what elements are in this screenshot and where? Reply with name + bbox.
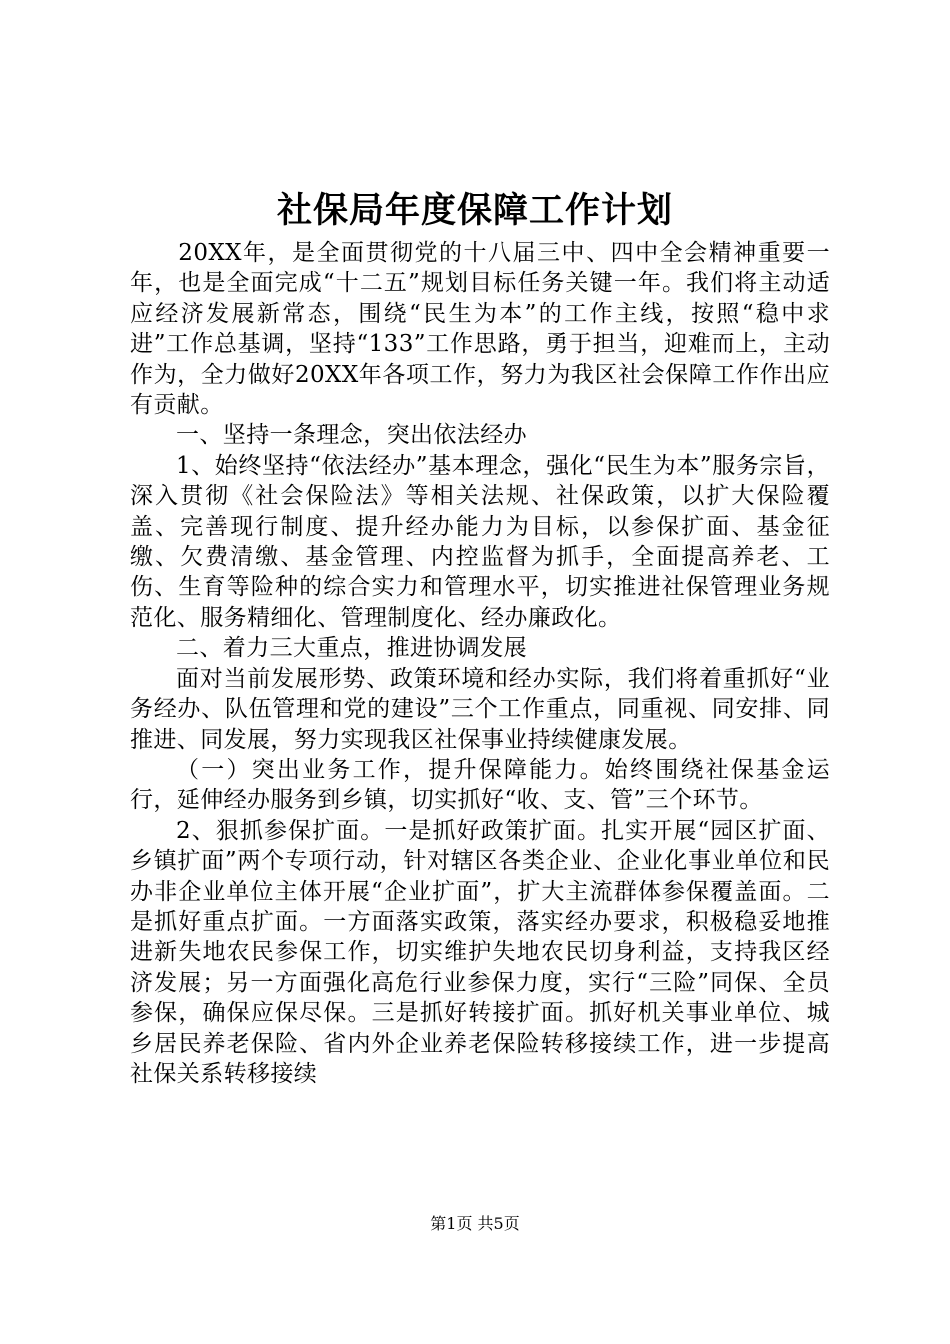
paragraph-item-1: 1、始终坚持“依法经办”基本理念，强化“民生为本”服务宗旨，深入贯彻《社会保险法》等相关法规、社保政策，以扩大保险覆盖、完善现行制度、提升经办能力为目标，以参保扩面、基金征缴、欠费清缴、基金管理、内控监督为抓手，全面提高养老、工伤、生育等险种的综合实力和管理水平，切实推进社保管理业务规范化、服务精细化、管理制度化、经办廉政化。 <box>130 452 830 631</box>
document-title: 社保局年度保障工作计划 <box>276 190 673 231</box>
section-heading-2: 二、着力三大重点，推进协调发展 <box>176 635 527 662</box>
page-footer: 第1页 共5页 <box>430 1214 520 1233</box>
intro-paragraph: 20XX年，是全面贯彻党的十八届三中、四中全会精神重要一年，也是全面完成“十二五”规划目标任务关键一年。我们将主动适应经济发展新常态，围绕“民生为本”的工作主线，按照“稳中求进”工作总基调，坚持“133”工作思路，勇于担当，迎难而上，主动作为，全力做好20XX年各项工作，努力为我区社会保障工作作出应有贡献。 <box>130 240 830 419</box>
section-heading-1: 一、坚持一条理念，突出依法经办 <box>176 422 527 449</box>
paragraph-focus: 面对当前发展形势、政策环境和经办实际，我们将着重抓好“业务经办、队伍管理和党的建设”三个工作重点，同重视、同安排、同推进、同发展，努力实现我区社保事业持续健康发展。 <box>130 665 830 753</box>
subsection-heading-1: （一）突出业务工作，提升保障能力。始终围绕社保基金运行，延伸经办服务到乡镇，切实抓好“收、支、管”三个环节。 <box>130 756 830 814</box>
paragraph-item-2: 2、狠抓参保扩面。一是抓好政策扩面。扎实开展“园区扩面、乡镇扩面”两个专项行动，针对辖区各类企业、企业化事业单位和民办非企业单位主体开展“企业扩面”，扩大主流群体参保覆盖面。二是抓好重点扩面。一方面落实政策，落实经办要求，积极稳妥地推进新失地农民参保工作，切实维护失地农民切身利益，支持我区经济发展；另一方面强化高危行业参保力度，实行“三险”同保、全员参保，确保应保尽保。三是抓好转接扩面。抓好机关事业单位、城乡居民养老保险、省内外企业养老保险转移接续工作，进一步提高社保关系转移接续 <box>130 817 830 1087</box>
document-body <box>130 238 830 1089</box>
